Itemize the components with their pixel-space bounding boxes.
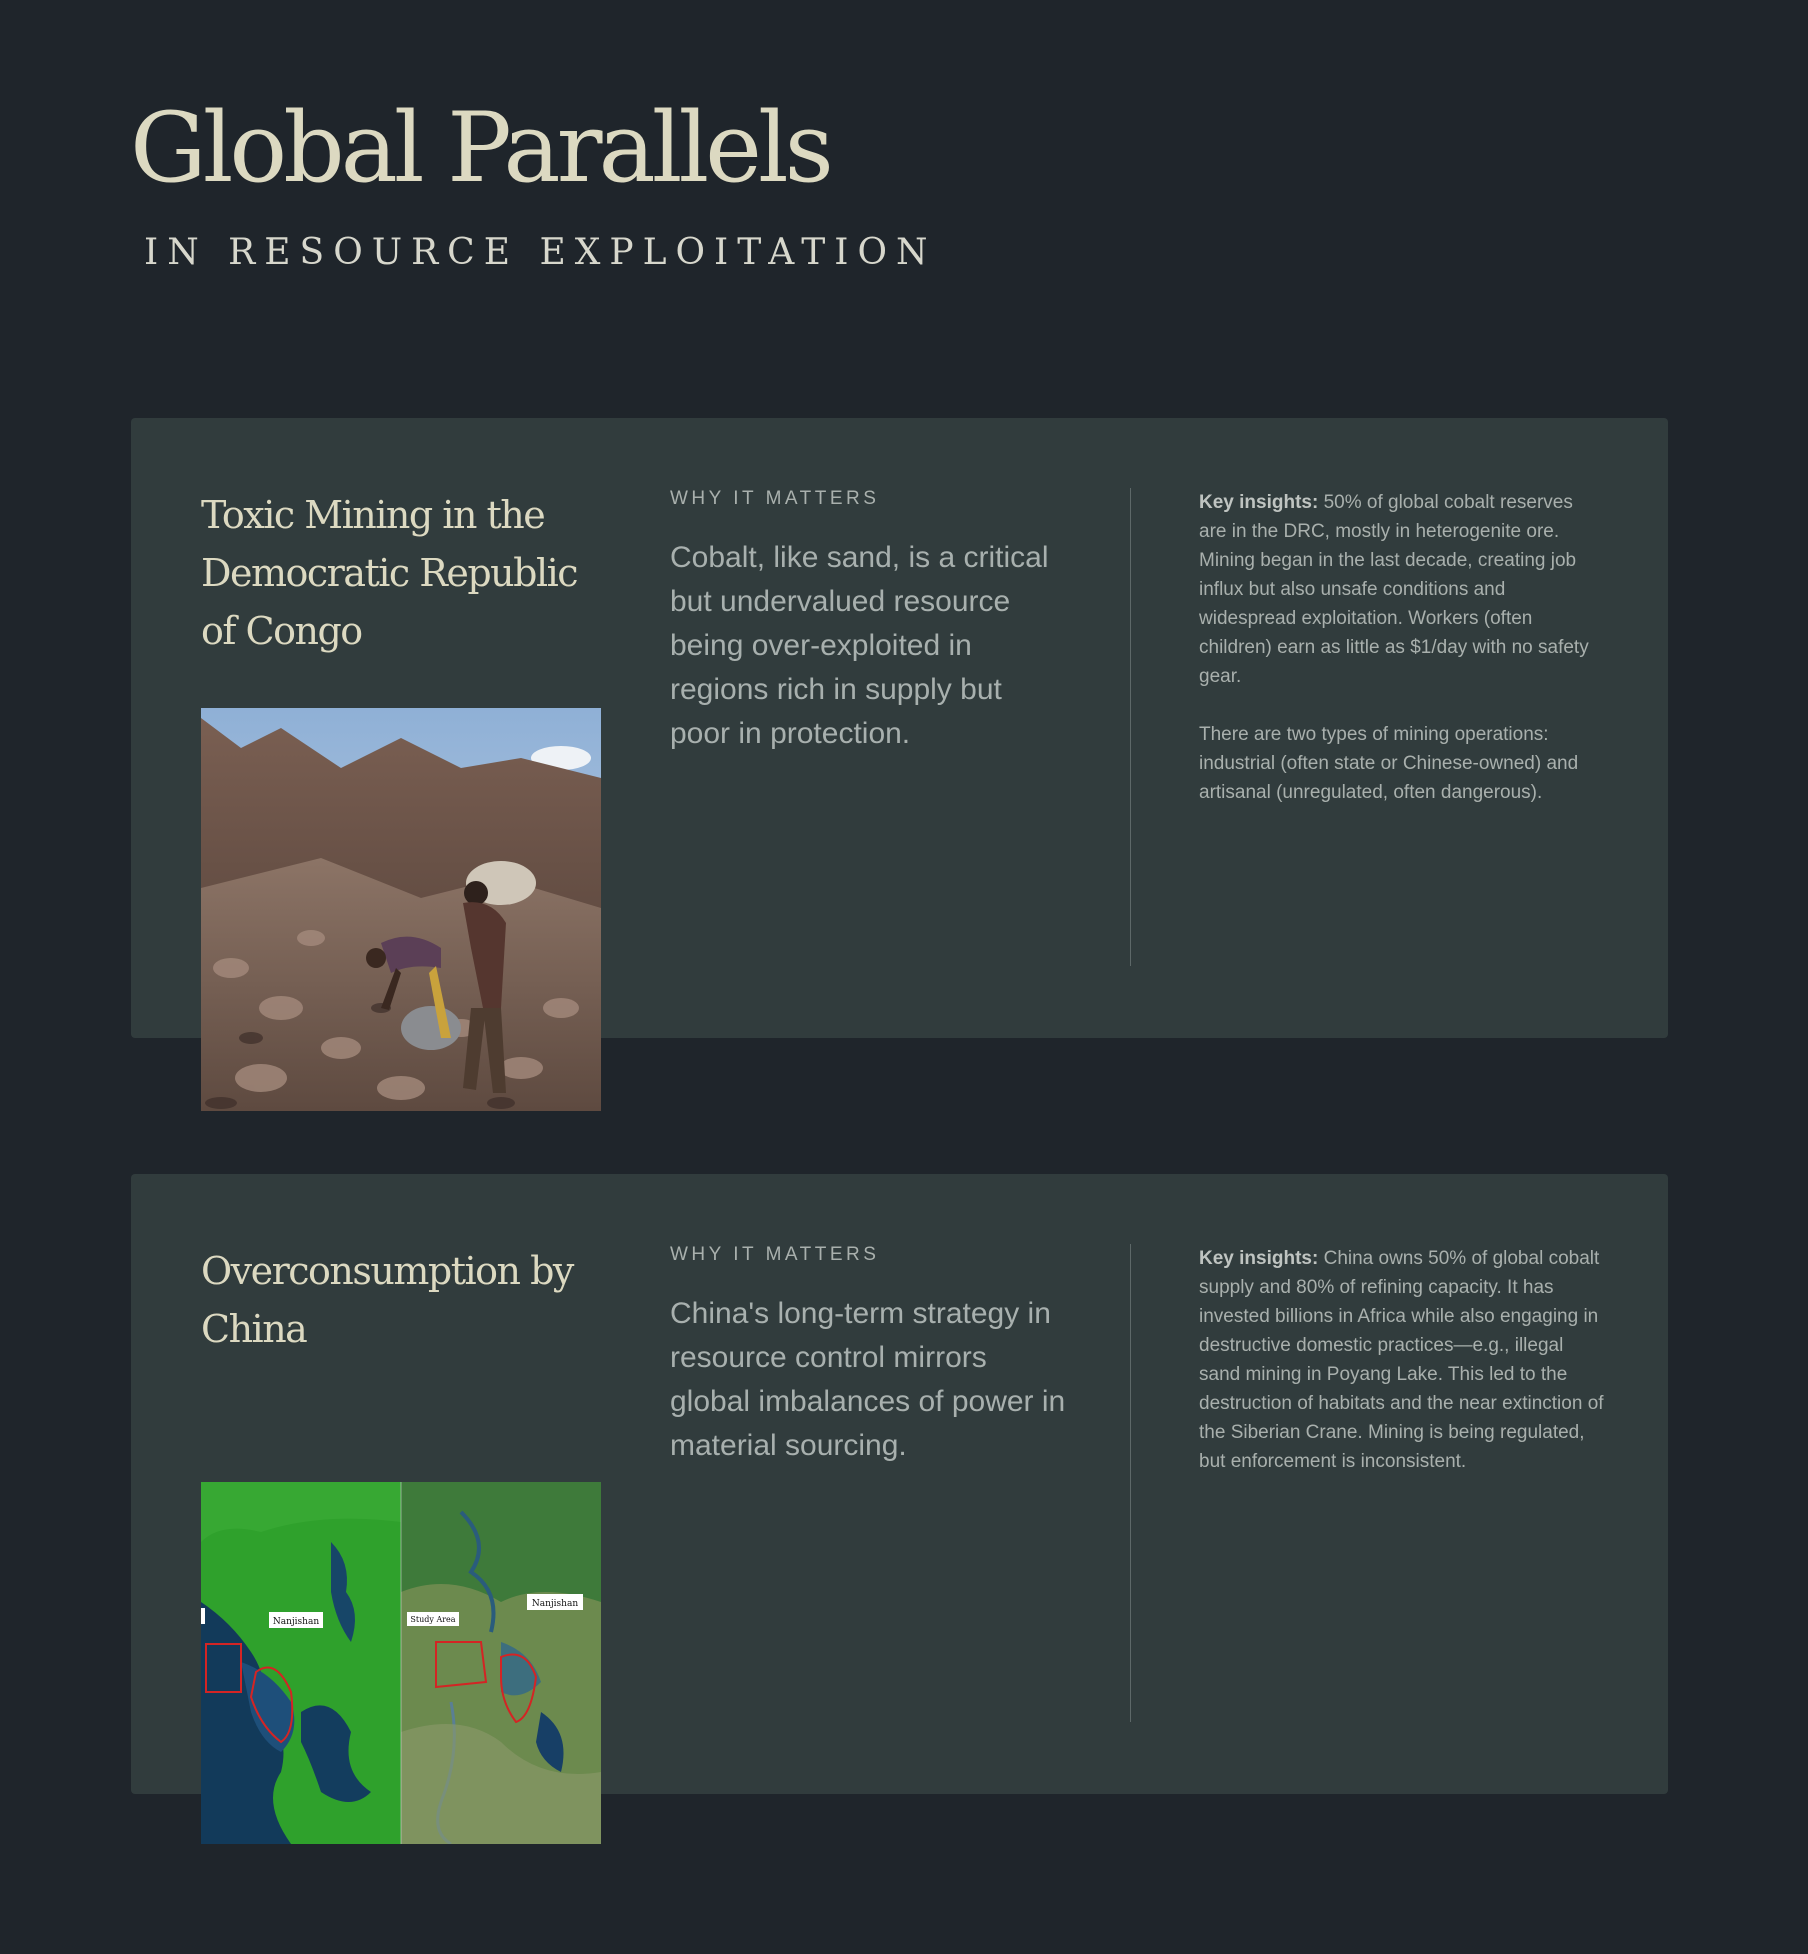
key-insights: [1199, 1244, 1604, 1505]
map-label-study-area: Study Area: [410, 1615, 456, 1624]
key-insights-text: 50% of global cobalt reserves are in the DRC, mostly in heterogenite ore. Mining began in the last decade, creating job influx but also unsafe conditions and widespread exploitation. Workers (often children) earn as little as $1/day with no safety gear.: [1199, 492, 1589, 687]
column-divider: [1130, 1244, 1131, 1722]
key-insights: [1199, 488, 1604, 836]
key-insights-label: Key insights:: [1199, 1248, 1319, 1269]
mining-photo-image: [201, 708, 601, 1111]
satellite-map-image: [201, 1482, 601, 1844]
page-title: Global Parallels: [130, 92, 830, 204]
map-label-right: Nanjishan: [531, 1599, 579, 1609]
why-it-matters-label: WHY IT MATTERS: [670, 1244, 880, 1265]
satellite-map: [201, 1482, 601, 1844]
key-insights-paragraph: [1199, 1244, 1604, 1476]
card-title: Overconsumption by China: [201, 1249, 573, 1351]
key-insights-paragraph: [1199, 488, 1604, 691]
card-china-overconsumption: [131, 1174, 1668, 1794]
page-subtitle: IN RESOURCE EXPLOITATION: [144, 232, 937, 273]
card-title: Toxic Mining in the Democratic Republic of Congo: [201, 493, 578, 653]
column-divider: [1130, 488, 1131, 966]
why-it-matters-label: WHY IT MATTERS: [670, 488, 880, 509]
why-it-matters-text: Cobalt, like sand, is a critical but undervalued resource being over-exploited in regions rich in supply but poor in protection.: [670, 541, 1049, 750]
map-label-left: Nanjishan: [272, 1617, 320, 1627]
why-it-matters-text: China's long-term strategy in resource control mirrors global imbalances of power in material sourcing.: [670, 1297, 1066, 1462]
key-insights-extra: There are two types of mining operations: industrial (often state or Chinese-owned) and artisanal (unregulated, often dangerous).: [1199, 724, 1579, 803]
card-drc-mining: [131, 418, 1668, 1038]
mining-photo: [201, 708, 601, 1111]
key-insights-label: Key insights:: [1199, 492, 1319, 513]
key-insights-text: China owns 50% of global cobalt supply and 80% of refining capacity. It has invested billions in Africa while also engaging in destructive domestic practices—e.g., illegal sand mining in Poyang Lake. This led to the destruction of habitats and the near extinction of the Siberian Crane. Mining is being regulated, but enforcement is inconsistent.: [1199, 1248, 1604, 1472]
